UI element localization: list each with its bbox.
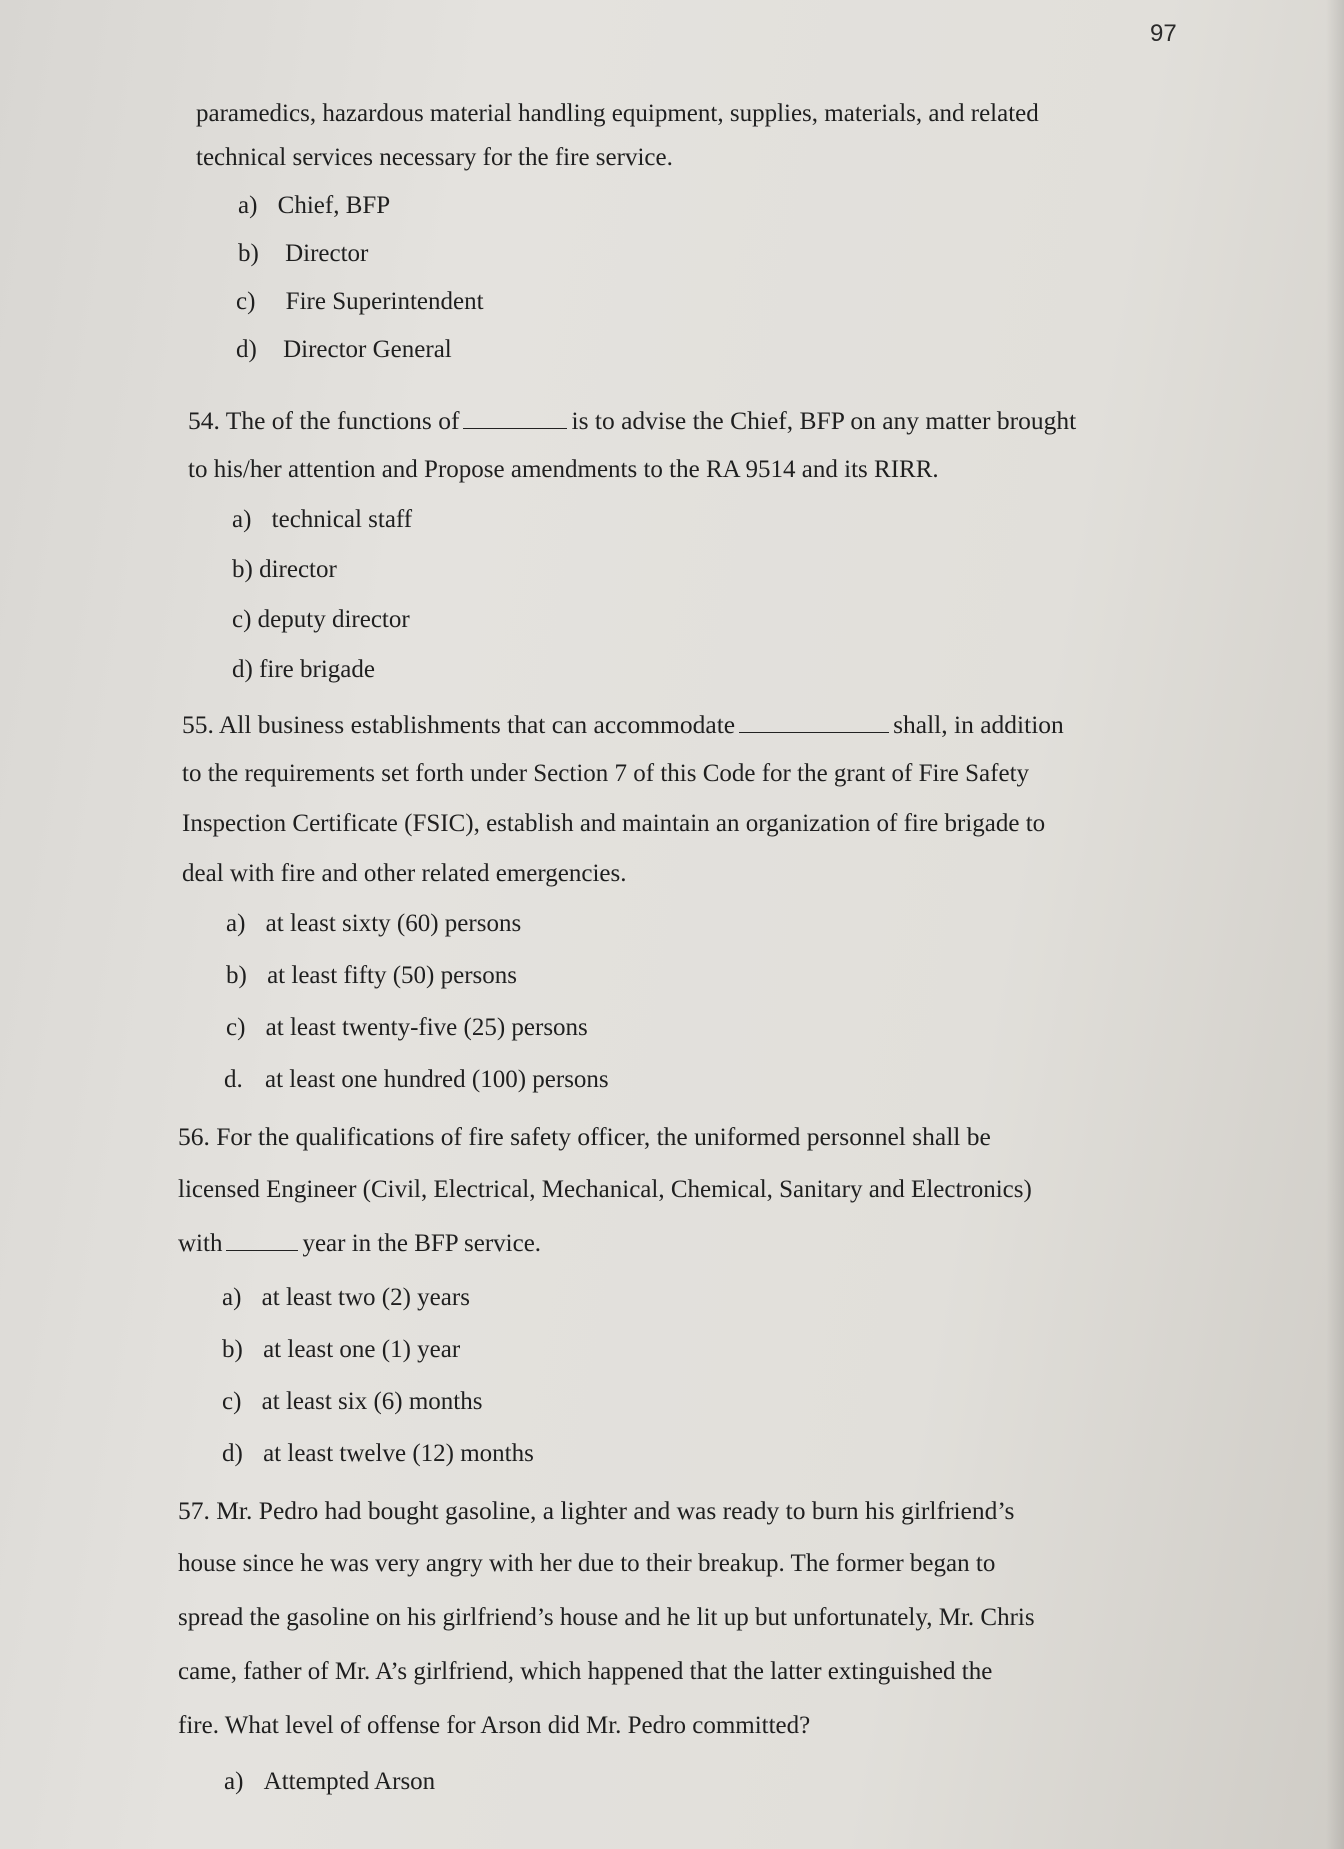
option-label: a): [232, 506, 252, 533]
q54-option-b: [232, 556, 337, 584]
intro-option-d: [236, 336, 452, 364]
q54-stem-start: 54. The of the functions of: [188, 406, 460, 435]
option-label: a): [238, 192, 258, 219]
answer-blank: [739, 712, 889, 733]
q57-line-5: fire. What level of offense for Arson did Mr. Pedro committed?: [178, 1712, 811, 1739]
option-label: c): [222, 1388, 242, 1415]
q56-line-1: 56. For the qualifications of fire safety officer, the uniformed personnel shall be: [178, 1122, 991, 1151]
q55-line-2: to the requirements set forth under Section 7 of this Code for the grant of Fire Safety: [182, 760, 1030, 787]
q56-stem-end: year in the BFP service.: [302, 1230, 542, 1257]
option-label: b): [238, 240, 259, 267]
option-label: c): [226, 1014, 246, 1041]
option-text: fire brigade: [259, 656, 375, 683]
option-label: d.: [224, 1066, 243, 1093]
answer-blank: [226, 1230, 298, 1251]
option-text: technical staff: [271, 506, 413, 533]
answer-blank: [463, 408, 567, 429]
option-label: b): [226, 962, 247, 989]
option-text: at least twelve (12) months: [263, 1440, 534, 1467]
q57-line-2: house since he was very angry with her due to their breakup. The former began to: [178, 1550, 996, 1577]
option-label: a): [222, 1284, 242, 1311]
option-text: Director: [285, 240, 369, 267]
option-label: b): [232, 556, 253, 583]
intro-option-c: [236, 288, 484, 316]
q56-option-a: [222, 1284, 470, 1312]
option-label: b): [222, 1336, 243, 1363]
q55-option-d: [224, 1066, 609, 1094]
option-text: Fire Superintendent: [285, 288, 484, 315]
q54-option-a: [232, 506, 412, 534]
intro-line-2: technical services necessary for the fire service.: [196, 144, 673, 171]
q56-option-d: [222, 1440, 534, 1468]
q57-line-1: 57. Mr. Pedro had bought gasoline, a lighter and was ready to burn his girlfriend’s: [178, 1496, 1015, 1525]
option-label: a): [224, 1768, 244, 1795]
q56-option-b: [222, 1336, 460, 1364]
q55-option-b: [226, 962, 517, 990]
option-label: d): [236, 336, 257, 363]
option-text: Attempted Arson: [263, 1768, 436, 1795]
q55-stem-start: 55. All business establishments that can accommodate: [182, 710, 736, 739]
intro-line-1: paramedics, hazardous material handling equipment, supplies, materials, and related: [196, 100, 1039, 127]
option-label: c): [232, 606, 252, 633]
q55-line-4: deal with fire and other related emergencies.: [182, 860, 627, 887]
q56-line-3: [178, 1230, 541, 1258]
q54-option-d: [232, 656, 375, 684]
q54-option-c: [232, 606, 410, 634]
intro-option-a: [238, 192, 390, 220]
option-text: at least sixty (60) persons: [265, 910, 522, 937]
q55-line-1: [182, 710, 1064, 740]
page-edge-shadow: [1326, 0, 1344, 1849]
option-label: d): [232, 656, 253, 683]
option-text: director: [259, 556, 337, 583]
option-text: at least two (2) years: [261, 1284, 470, 1311]
option-text: at least fifty (50) persons: [267, 962, 518, 989]
option-text: Chief, BFP: [277, 192, 391, 219]
q56-stem-start: with: [178, 1230, 223, 1257]
q56-option-c: [222, 1388, 482, 1416]
q54-stem-end: is to advise the Chief, BFP on any matter brought: [571, 406, 1077, 435]
option-text: at least one (1) year: [263, 1336, 461, 1363]
q55-stem-end: shall, in addition: [893, 710, 1064, 739]
option-label: a): [226, 910, 246, 937]
q55-option-a: [226, 910, 521, 938]
q55-line-3: Inspection Certificate (FSIC), establish and maintain an organization of fire brigade to: [182, 810, 1046, 837]
option-text: at least one hundred (100) persons: [265, 1066, 609, 1093]
page-number: 97: [1150, 20, 1177, 47]
option-text: at least twenty-five (25) persons: [265, 1014, 588, 1041]
option-text: Director General: [283, 336, 452, 363]
q57-option-a: [224, 1768, 435, 1796]
q54-line-1: [188, 406, 1076, 436]
q57-line-4: came, father of Mr. A’s girlfriend, which happened that the latter extinguished the: [178, 1658, 993, 1685]
intro-option-b: [238, 240, 368, 268]
option-label: c): [236, 288, 256, 315]
q57-line-3: spread the gasoline on his girlfriend’s house and he lit up but unfortunately, Mr. Chris: [178, 1604, 1035, 1631]
q55-option-c: [226, 1014, 588, 1042]
option-text: at least six (6) months: [261, 1388, 483, 1415]
q56-line-2: licensed Engineer (Civil, Electrical, Mechanical, Chemical, Sanitary and Electronics): [178, 1176, 1032, 1203]
q54-line-2: to his/her attention and Propose amendments to the RA 9514 and its RIRR.: [188, 456, 939, 483]
option-label: d): [222, 1440, 243, 1467]
option-text: deputy director: [257, 606, 410, 633]
